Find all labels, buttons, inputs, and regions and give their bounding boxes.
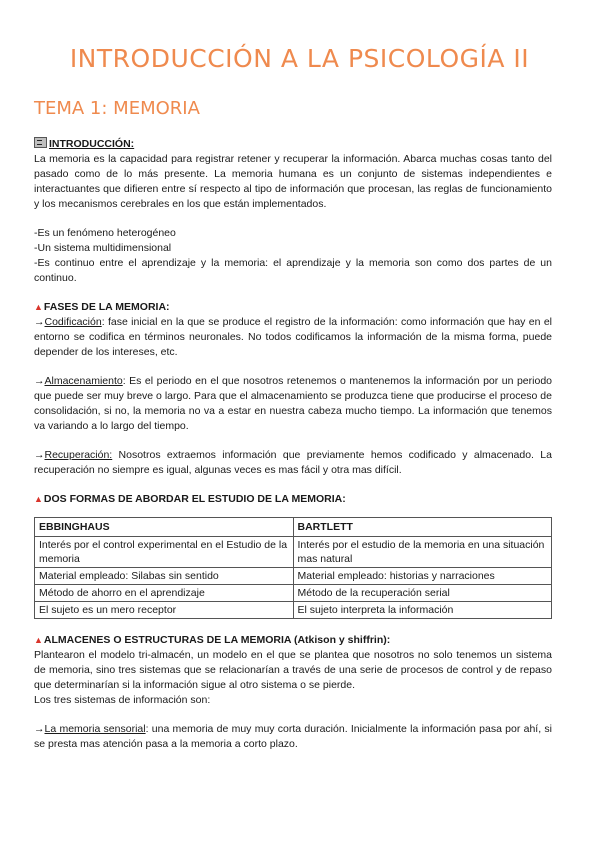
triangle-icon: ▲	[34, 494, 43, 504]
intro-bullet: -Un sistema multidimensional	[34, 242, 172, 254]
table-header: EBBINGHAUS	[35, 518, 294, 537]
triangle-icon: ▲	[34, 302, 43, 312]
document-title: INTRODUCCIÓN A LA PSICOLOGÍA II	[69, 44, 530, 73]
document-body	[34, 137, 552, 752]
almacenes-line: Los tres sistemas de información son:	[34, 694, 211, 706]
table-cell: El sujeto interpreta la información	[293, 602, 552, 619]
intro-bullet: -Es un fenómeno heterogéneo	[34, 227, 176, 239]
table-header: BARTLETT	[293, 518, 552, 537]
fase-almacenamiento: →Almacenamiento: Es el periodo en el que nosotros retenemos o mantenemos la información por un periodo que puede ser muy breve o largo. Para que el almacenamiento se produzca tiene que producirse el proceso de consolidación, si no, la memoria no va a estar en nuestra cabeza mucho tiempo. La información que tenemos va variando a lo largo del tiempo.	[34, 375, 552, 432]
table-row	[35, 585, 552, 602]
triangle-icon: ▲	[34, 635, 43, 645]
table-cell: Material empleado: historias y narraciones	[293, 568, 552, 585]
memoria-sensorial: →La memoria sensorial: una memoria de muy muy corta duración. Inicialmente la información pasa por ahí, si se presta mas atención pasa a la memoria a corto plazo.	[34, 723, 552, 750]
fase-codificacion: →Codificación: fase inicial en la que se produce el registro de la información: como información que hay en el entorno se codifica en términos neuronales. No todos codificamos la información de la misma forma, puede depender de los intereses, etc.	[34, 316, 552, 358]
table-cell: Interés por el estudio de la memoria en una situación mas natural	[293, 537, 552, 568]
almacenes-paragraph: Plantearon el modelo tri-almacén, un modelo en el que se plantea que nosotros no solo tenemos un sistema de memoria, sino tres sistemas que se relacionarían a través de una serie de procesos de control y de repaso que determinarían si la información sigue al otro sistema o se pierde.	[34, 649, 552, 691]
table-row	[35, 537, 552, 568]
table-cell: Método de ahorro en el aprendizaje	[35, 585, 294, 602]
table-row	[35, 602, 552, 619]
table-cell: El sujeto es un mero receptor	[35, 602, 294, 619]
table-header-row	[35, 518, 552, 537]
table-cell: Método de la recuperación serial	[293, 585, 552, 602]
intro-paragraph: La memoria es la capacidad para registrar retener y recuperar la información. Abarca muchas cosas tanto del pasado como de lo más presente. La memoria humana es un conjunto de sistemas independientes e interactuantes que difieren entre sí respecto al tipo de información que procesan, las reglas de funcionamiento y los mecanismos cerebrales en los que están implementados.	[34, 153, 552, 210]
table-cell: Material empleado: Silabas sin sentido	[35, 568, 294, 585]
section-title: TEMA 1: MEMORIA	[34, 98, 200, 119]
almacenes-heading: ▲ALMACENES O ESTRUCTURAS DE LA MEMORIA (Atkison y shiffrin):	[34, 634, 391, 646]
fase-recuperacion: →Recuperación: Nosotros extraemos información que previamente hemos codificado y almacenado. La recuperación no siempre es igual, algunas veces es mas fácil y otra mas difícil.	[34, 449, 552, 476]
comparison-table	[34, 517, 552, 619]
intro-bullet: -Es continuo entre el aprendizaje y la memoria: el aprendizaje y la memoria son como dos partes de un continuo.	[34, 257, 552, 284]
notepad-icon	[34, 137, 47, 148]
fases-heading: ▲FASES DE LA MEMORIA:	[34, 301, 170, 313]
formas-heading: ▲DOS FORMAS DE ABORDAR EL ESTUDIO DE LA MEMORIA:	[34, 493, 346, 505]
intro-heading: INTRODUCCIÓN:	[34, 137, 552, 152]
table-cell: Interés por el control experimental en el Estudio de la memoria	[35, 537, 294, 568]
table-row	[35, 568, 552, 585]
